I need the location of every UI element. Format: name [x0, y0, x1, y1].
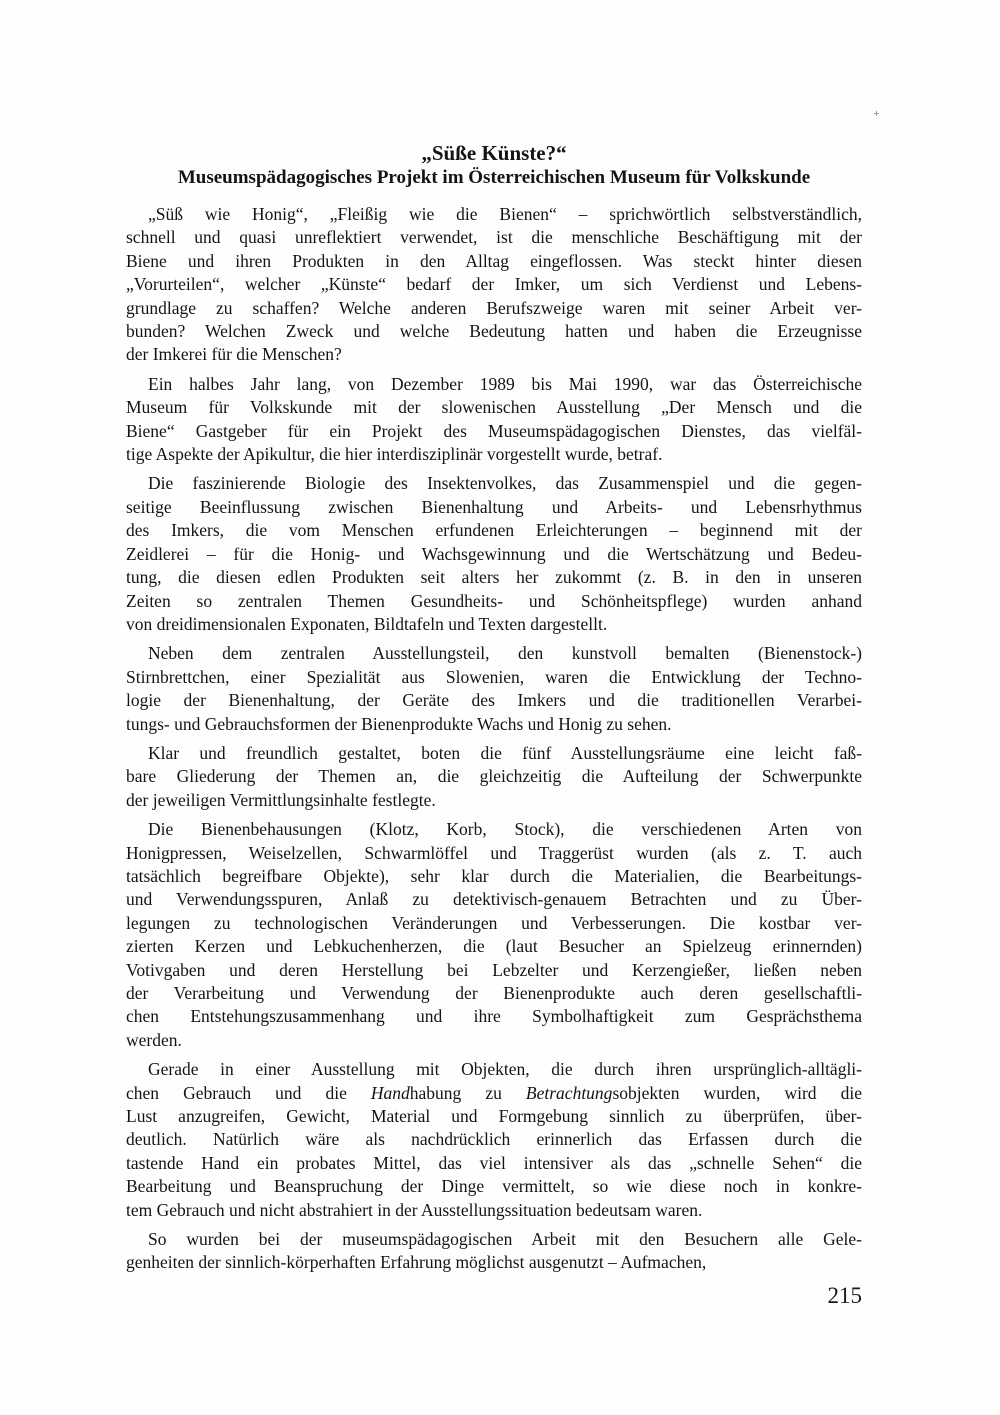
- text-line: Honigpressen, Weiselzellen, Schwarmlöffel und Traggerüst wurden (als z. T. auch: [126, 842, 862, 863]
- text-line: Votivgaben und deren Herstellung bei Lebzelter und Kerzengießer, ließen neben: [126, 959, 862, 980]
- text-line: von dreidimensionalen Exponaten, Bildtafeln und Texten dargestellt.: [126, 613, 608, 634]
- text-line: Zeidlerei – für die Honig- und Wachsgewinnung und die Wertschätzung und Bedeu-: [126, 543, 862, 564]
- page-number: 215: [827, 1283, 862, 1308]
- text-line: Gerade in einer Ausstellung mit Objekten, die durch ihren ursprünglich-alltägli-: [148, 1059, 862, 1080]
- page-subtitle: Museumspädagogisches Projekt im Österreichischen Museum für Volkskunde: [177, 167, 811, 188]
- text-line: tige Aspekte der Apikultur, die hier interdisziplinär vorgestellt wurde, betraf.: [126, 444, 663, 465]
- text-line: Stirnbrettchen, einer Spezialität aus Slowenien, waren die Entwicklung der Techno-: [126, 666, 862, 687]
- text-line: tastende Hand ein probates Mittel, das viel intensiver als das „schnelle Sehen“ die: [126, 1152, 862, 1173]
- text-line: tungs- und Gebrauchsformen der Bienenprodukte Wachs und Honig zu sehen.: [126, 713, 672, 734]
- text-line: Museum für Volkskunde mit der slowenischen Ausstellung „Der Mensch und die: [126, 397, 862, 418]
- text-line: genheiten der sinnlich-körperhaften Erfahrung möglichst ausgenutzt – Aufmachen,: [126, 1252, 707, 1273]
- text-line: logie der Bienenhaltung, der Geräte des Imkers und die traditionellen Verarbei-: [126, 690, 862, 711]
- text-line: Die faszinierende Biologie des Insektenvolkes, das Zusammenspiel und die gegen-: [148, 473, 862, 494]
- text-line: werden.: [126, 1029, 182, 1050]
- text-line: Ein halbes Jahr lang, von Dezember 1989 bis Mai 1990, war das Österreichische: [148, 373, 862, 394]
- body-paragraph: [126, 642, 862, 736]
- text-line: bare Gliederung der Themen an, die gleichzeitig die Aufteilung der Schwerpunkte: [126, 766, 862, 787]
- text-line: „Süß wie Honig“, „Fleißig wie die Bienen“ – sprichwörtlich selbstverständlich,: [148, 204, 862, 224]
- text-line: grundlage zu schaffen? Welche anderen Berufszweige waren mit seiner Arbeit ver-: [126, 297, 862, 318]
- text-line: legungen zu technologischen Veränderungen und Verbesserungen. Die kostbar ver-: [126, 912, 862, 933]
- text-line: Zeiten so zentralen Themen Gesundheits- und Schönheitspflege) wurden anhand: [126, 590, 862, 611]
- text-line: Biene“ Gastgeber für ein Projekt des Museumspädagogischen Dienstes, das vielfäl-: [126, 420, 862, 441]
- text-line: tatsächlich begreifbare Objekte), sehr klar durch die Materialien, die Bearbeitungs-: [126, 865, 862, 886]
- text-line: seitige Beeinflussung zwischen Bienenhaltung und Arbeits- und Lebensrhythmus: [126, 496, 862, 517]
- scan-speck-mark: [874, 111, 879, 116]
- text-line: Klar und freundlich gestaltet, boten die fünf Ausstellungsräume eine leicht faß-: [148, 742, 862, 763]
- text-line: Neben dem zentralen Ausstellungsteil, den kunstvoll bemalten (Bienenstock-): [148, 643, 862, 664]
- text-line: tung, die diesen edlen Produkten seit alters her zukommt (z. B. in den in unseren: [126, 567, 862, 588]
- body-paragraph: [126, 742, 862, 812]
- text-line: der Verarbeitung und Verwendung der Bienenprodukte auch deren gesellschaftli-: [126, 983, 862, 1003]
- text-line: schnell und quasi unreflektiert verwendet, ist die menschliche Beschäftigung mit der: [126, 227, 862, 248]
- text-line: „Vorurteilen“, welcher „Künste“ bedarf der Imker, um sich Verdienst und Lebens-: [126, 274, 862, 295]
- text-line: Die Bienenbehausungen (Klotz, Korb, Stock), die verschiedenen Arten von: [148, 819, 862, 840]
- text-line: bunden? Welchen Zweck und welche Bedeutung hatten und haben die Erzeugnisse: [126, 321, 862, 342]
- body-paragraph: [126, 373, 862, 467]
- text-line: und Verwendungsspuren, Anlaß zu detektivisch-genauem Betrachten und zu Über-: [126, 889, 862, 910]
- text-line: zierten Kerzen und Lebkuchenherzen, die (laut Besucher an Spielzeug erinnernden): [126, 936, 862, 957]
- text-line: des Imkers, die vom Menschen erfundenen Erleichterungen – beginnend mit der: [126, 520, 862, 541]
- text-line: deutlich. Natürlich wäre als nachdrücklich erinnerlich das Erfassen durch die: [126, 1129, 862, 1150]
- body-paragraph: [126, 203, 862, 367]
- body-paragraph: [126, 1058, 862, 1222]
- body-paragraph: [126, 818, 862, 1052]
- body-paragraph: [126, 472, 862, 636]
- text-line: der Imkerei für die Menschen?: [126, 344, 342, 365]
- text-line: Biene und ihren Produkten in den Alltag eingeflossen. Was steckt hinter diesen: [126, 250, 862, 271]
- body-paragraph: [126, 1228, 862, 1275]
- text-line: chen Gebrauch und die Handhabung zu Betrachtungsobjekten wurden, wird die: [126, 1082, 862, 1103]
- text-line: tem Gebrauch und nicht abstrahiert in der Ausstellungssituation bedeutsam waren.: [126, 1199, 703, 1220]
- text-block: [126, 141, 862, 1281]
- text-line: So wurden bei der museumspädagogischen Arbeit mit den Besuchern alle Gele-: [148, 1229, 862, 1250]
- page-title: „Süße Künste?“: [421, 141, 567, 165]
- text-line: chen Entstehungszusammenhang und ihre Symbolhaftigkeit zum Gesprächsthema: [126, 1006, 862, 1027]
- body-text: [126, 203, 862, 1275]
- text-line: Lust anzugreifen, Gewicht, Material und Formgebung sinnlich zu überprüfen, über-: [126, 1106, 862, 1127]
- text-line: der jeweiligen Vermittlungsinhalte festlegte.: [126, 789, 436, 810]
- text-line: Bearbeitung und Beanspruchung der Dinge vermittelt, so wie diese noch in konkre-: [126, 1176, 862, 1197]
